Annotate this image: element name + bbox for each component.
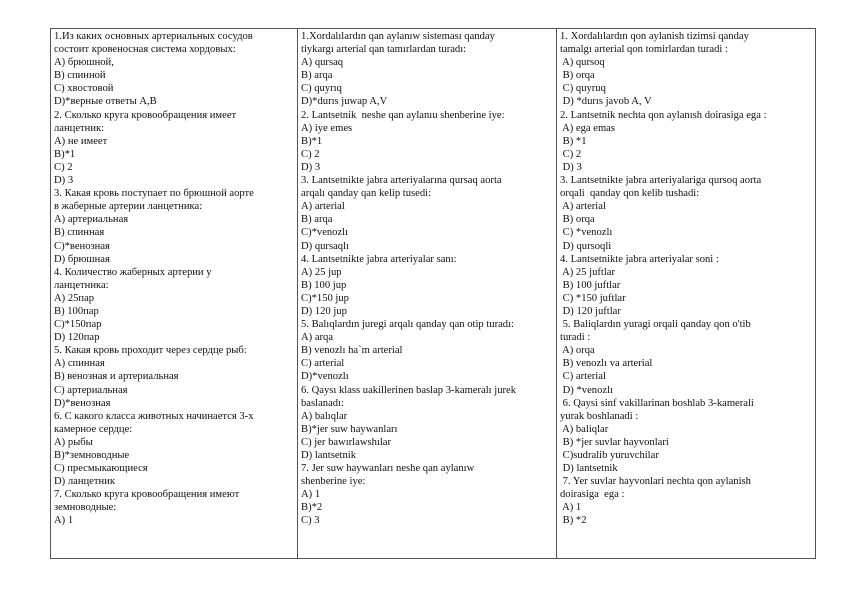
column-russian bbox=[51, 29, 298, 559]
text-line: состоит кровеносная система хордовых: bbox=[54, 44, 236, 56]
text-line: 5. Baliqlardın yuragi orqali qanday qon o'tib bbox=[560, 319, 751, 331]
text-line: B)*2 bbox=[301, 502, 323, 514]
text-line: D) lantsetnik bbox=[301, 450, 357, 461]
text-line: D)*верные ответы A,B bbox=[54, 96, 157, 108]
text-line: C) пресмыкающиеся bbox=[54, 463, 148, 475]
text-line: turadi : bbox=[560, 332, 591, 344]
text-line: B) спинной bbox=[54, 70, 106, 82]
text-line: C) quyrıq bbox=[301, 83, 342, 95]
text-line: C) *150 juftlar bbox=[560, 292, 626, 304]
text-line: 4. Lantsetnikte jabra arteriyalar sanı: bbox=[301, 253, 457, 265]
text-line: A) arqa bbox=[301, 332, 334, 344]
text-line: C) 2 bbox=[560, 148, 582, 160]
question-list-karakalpak bbox=[301, 30, 553, 528]
text-line: A) balıqlar bbox=[301, 410, 348, 422]
text-line: C) quyruq bbox=[560, 83, 606, 95]
text-line: D) 120 jup bbox=[301, 305, 347, 317]
text-line: tamalgı arterial qon tomirlardan turadi : bbox=[560, 44, 728, 56]
text-line: B) arqa bbox=[301, 214, 333, 226]
text-line: A) baliqlar bbox=[560, 423, 609, 435]
text-line: D) *durıs javob A, V bbox=[560, 96, 652, 108]
text-line: 6. Qaysı klass uakillerinen baslap 3-kameralı jurek bbox=[301, 384, 517, 396]
text-line: tiykargı arterial qan tamırlardan turadı: bbox=[301, 44, 467, 56]
text-line: B)*1 bbox=[301, 135, 323, 147]
text-line: A) не имеет bbox=[54, 135, 108, 147]
text-line: C) 2 bbox=[301, 148, 320, 160]
text-line: 7. Jer suw haywanları neshe qan aylanıw bbox=[301, 463, 475, 475]
text-line: A) iye emes bbox=[301, 122, 353, 134]
text-line: C) *venozlı bbox=[560, 227, 613, 239]
text-line: B) *2 bbox=[560, 515, 587, 527]
text-line: B) венозная и артериальная bbox=[54, 371, 179, 383]
text-line: A) рыбы bbox=[54, 436, 93, 448]
text-line: B)*jer suw haywanları bbox=[301, 423, 398, 435]
text-line: 2. Сколько круга кровообращения имеет bbox=[54, 109, 237, 121]
text-line: ланцетник: bbox=[54, 122, 105, 134]
text-line: C)*150пар bbox=[54, 319, 102, 331]
text-line: D) 3 bbox=[301, 161, 321, 173]
text-line: 3. Lantsetnikte jabra arteriyalarına qursaq aorta bbox=[301, 175, 502, 187]
text-line: orqali qanday qon kelib tushadi: bbox=[560, 188, 700, 200]
text-line: B) venozlı ha`m arterial bbox=[301, 345, 403, 357]
text-line: D) lantsetnik bbox=[560, 463, 618, 475]
text-line: D) *venozlı bbox=[560, 384, 613, 396]
text-line: D) 120пар bbox=[54, 332, 100, 344]
text-line: B) venozlı va arterial bbox=[560, 358, 653, 370]
text-line: shenberine iye: bbox=[301, 476, 366, 488]
text-line: 1. Xordalılardın qon aylanish tizimsi qanday bbox=[560, 31, 749, 42]
text-line: A) arterial bbox=[301, 201, 345, 213]
text-line: A) спинная bbox=[54, 358, 105, 370]
text-line: B) 100 juftlar bbox=[560, 279, 621, 291]
text-line: A) 1 bbox=[301, 489, 321, 501]
text-line: B) orqa bbox=[560, 70, 595, 82]
text-line: D) брюшная bbox=[54, 253, 110, 265]
text-line: 6. Qaysi sinf vakillarinan boshlab 3-kamerali bbox=[560, 397, 754, 409]
text-line: C) arterial bbox=[560, 371, 606, 383]
text-line: 5. Balıqlardın juregi arqalı qanday qan otip turadı: bbox=[301, 319, 514, 331]
text-line: C) jer bawırlawshılar bbox=[301, 436, 392, 448]
text-line: doirasiga ega : bbox=[560, 489, 625, 501]
quiz-table bbox=[50, 28, 816, 559]
text-line: yurak boshlanadi : bbox=[560, 410, 639, 422]
text-line: baslanadı: bbox=[301, 397, 344, 409]
text-line: A) 25 juftlar bbox=[560, 266, 616, 278]
text-line: B)*1 bbox=[54, 148, 76, 160]
column-uzbek bbox=[557, 29, 816, 559]
text-line: A) qursaq bbox=[301, 57, 344, 69]
text-line: C) артериальная bbox=[54, 384, 128, 396]
text-line: B) спинная bbox=[54, 227, 105, 239]
text-line: C) хвостовой bbox=[54, 83, 114, 95]
text-line: камерное сердце: bbox=[54, 423, 133, 435]
text-line: C) 2 bbox=[54, 161, 73, 173]
text-line: D) 3 bbox=[54, 175, 74, 187]
text-line: A) артериальная bbox=[54, 214, 129, 226]
text-line: 1.Из каких основных артериальных сосудов bbox=[54, 31, 253, 42]
text-line: 3. Lantsetnikte jabra arteriyalariga qursoq aorta bbox=[560, 175, 762, 187]
text-line: D) 120 juftlar bbox=[560, 305, 621, 317]
text-line: A) ega emas bbox=[560, 122, 616, 134]
text-line: A) arterial bbox=[560, 201, 606, 213]
text-line: 2. Lantsetnik nechta qon aylanısh doirasiga ega : bbox=[560, 109, 767, 121]
text-line: D) qursoqli bbox=[560, 240, 612, 252]
text-line: 4. Количество жаберных артерии у bbox=[54, 266, 212, 278]
text-line: A) брюшной, bbox=[54, 57, 114, 69]
text-line: C)*150 jup bbox=[301, 292, 349, 304]
text-line: A) 1 bbox=[560, 502, 582, 514]
text-line: земноводные: bbox=[54, 502, 117, 514]
text-line: 3. Какая кровь поступает по брюшной аорте bbox=[54, 188, 254, 200]
text-line: D)*венозная bbox=[54, 397, 111, 409]
text-line: B) *1 bbox=[560, 135, 587, 147]
column-karakalpak bbox=[298, 29, 557, 559]
text-line: 7. Сколько круга кровообращения имеют bbox=[54, 489, 240, 501]
text-line: C) 3 bbox=[301, 515, 320, 527]
text-line: B)*земноводные bbox=[54, 450, 130, 461]
text-line: 6. С какого класса животных начинается 3-х bbox=[54, 410, 254, 422]
text-line: D) ланцетник bbox=[54, 476, 115, 488]
text-line: C)*venozlı bbox=[301, 227, 349, 239]
text-line: C)sudralib yuruvchilar bbox=[560, 450, 659, 461]
text-line: 7. Yer suvlar hayvonlari nechta qon aylanish bbox=[560, 476, 751, 488]
text-line: A) 25 jup bbox=[301, 266, 342, 278]
text-line: 1.Xordalılardın qan aylanıw sisteması qanday bbox=[301, 31, 495, 42]
text-line: B) 100пар bbox=[54, 305, 99, 317]
text-line: D) 3 bbox=[560, 161, 582, 173]
text-line: D) qursaqlı bbox=[301, 240, 349, 252]
text-line: B) *jer suvlar hayvonlari bbox=[560, 436, 669, 448]
text-line: B) arqa bbox=[301, 70, 333, 82]
text-line: D)*venozlı bbox=[301, 371, 349, 383]
text-line: A) 1 bbox=[54, 515, 74, 527]
text-line: D)*durıs juwap A,V bbox=[301, 96, 388, 108]
question-list-uzbek bbox=[560, 30, 812, 528]
text-line: B) 100 jup bbox=[301, 279, 347, 291]
text-line: A) qursoq bbox=[560, 57, 605, 69]
text-line: 2. Lantsetnik neshe qan aylanıu shenberine iye: bbox=[301, 109, 505, 121]
text-line: A) 25пар bbox=[54, 292, 95, 304]
text-line: 4. Lantsetnikte jabra arteriyalar soni : bbox=[560, 253, 719, 265]
text-line: 5. Какая кровь проходит через сердце рыб: bbox=[54, 345, 247, 357]
text-line: C) arterial bbox=[301, 358, 345, 370]
text-line: A) orqa bbox=[560, 345, 595, 357]
table-row bbox=[51, 29, 816, 559]
question-list-russian bbox=[54, 30, 294, 528]
text-line: C)*венозная bbox=[54, 240, 110, 252]
text-line: в жаберные артерии ланцетника: bbox=[54, 201, 203, 213]
text-line: B) orqa bbox=[560, 214, 595, 226]
text-line: arqalı qanday qan kelip tusedi: bbox=[301, 188, 432, 200]
text-line: ланцетника: bbox=[54, 279, 109, 291]
